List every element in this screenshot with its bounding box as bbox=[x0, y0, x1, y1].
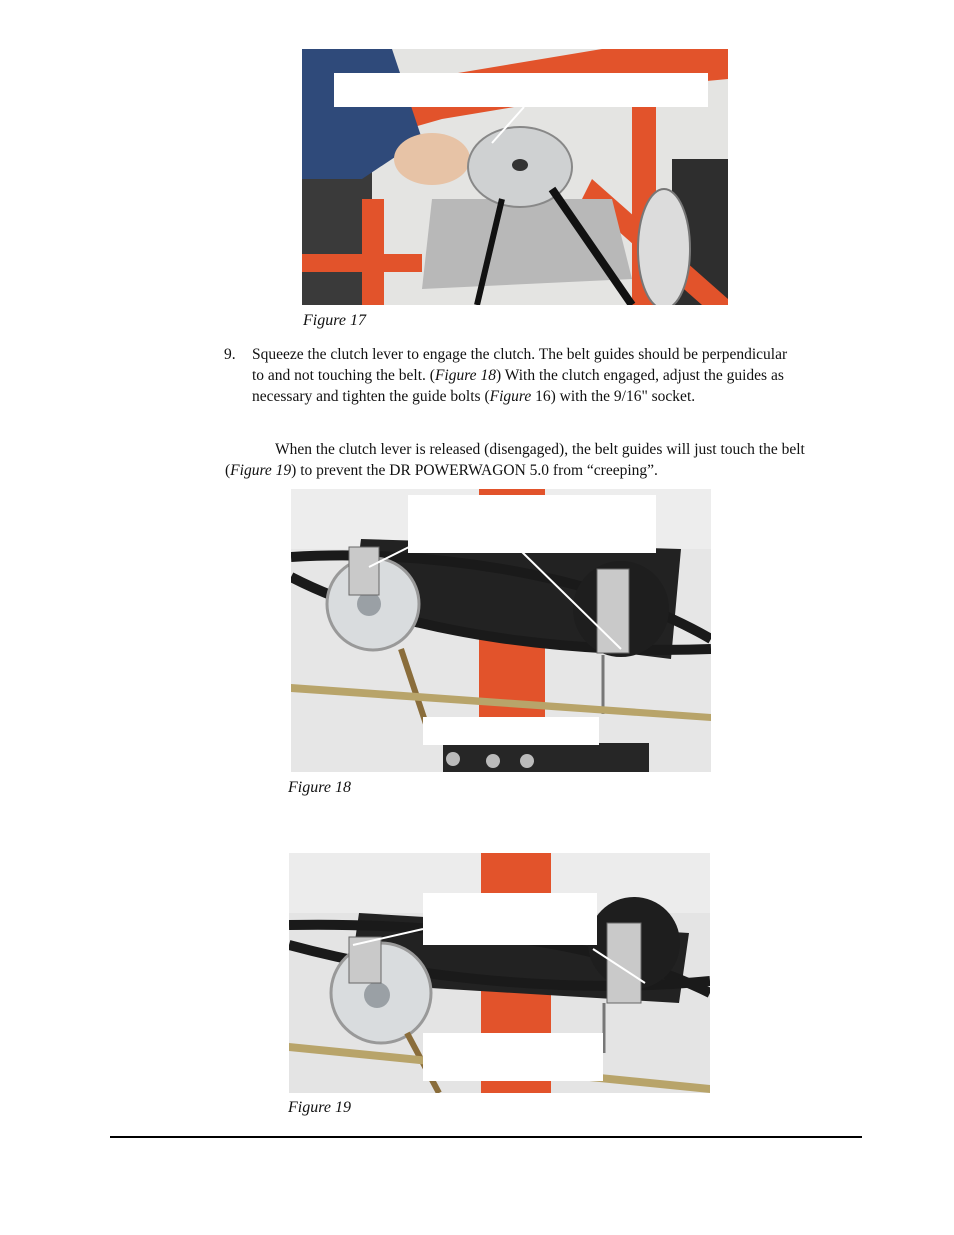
figure-19-label-box-bottom bbox=[423, 1033, 603, 1081]
figure-19-label-box-top bbox=[423, 893, 597, 945]
note-line-1: When the clutch lever is released (disengaged), the belt guides will just touch the belt bbox=[275, 441, 805, 458]
figure-16-reference: Figure bbox=[489, 388, 532, 405]
figure-17-photo bbox=[302, 49, 728, 305]
step-9-line-3: necessary and tighten the guide bolts (Figure 16) with the 9/16" socket. bbox=[252, 388, 696, 405]
figure-17-label-box bbox=[334, 73, 708, 107]
note-line-2: (Figure 19) to prevent the DR POWERWAGON 5.0 from “creeping”. bbox=[225, 462, 658, 479]
footer-divider bbox=[110, 1136, 862, 1138]
figure-18-label-box-bottom bbox=[423, 717, 599, 745]
step-9-text bbox=[252, 344, 862, 407]
figure-19-caption: Figure 19 bbox=[288, 1099, 351, 1116]
figure-18-photo bbox=[291, 489, 711, 772]
step-9-number: 9. bbox=[224, 346, 236, 363]
figure-19-photo bbox=[289, 853, 710, 1093]
figure-18-caption: Figure 18 bbox=[288, 779, 351, 796]
figure-17-caption: Figure 17 bbox=[303, 312, 366, 329]
note-paragraph bbox=[225, 439, 865, 481]
figure-19-reference: Figure 19 bbox=[230, 462, 292, 479]
figure-18-reference: Figure 18 bbox=[434, 367, 496, 384]
step-9-line-1: Squeeze the clutch lever to engage the clutch. The belt guides should be perpendicular bbox=[252, 346, 788, 363]
figure-18-label-box-top bbox=[408, 495, 656, 553]
step-9-line-2: to and not touching the belt. (Figure 18) With the clutch engaged, adjust the guides as bbox=[252, 367, 784, 384]
